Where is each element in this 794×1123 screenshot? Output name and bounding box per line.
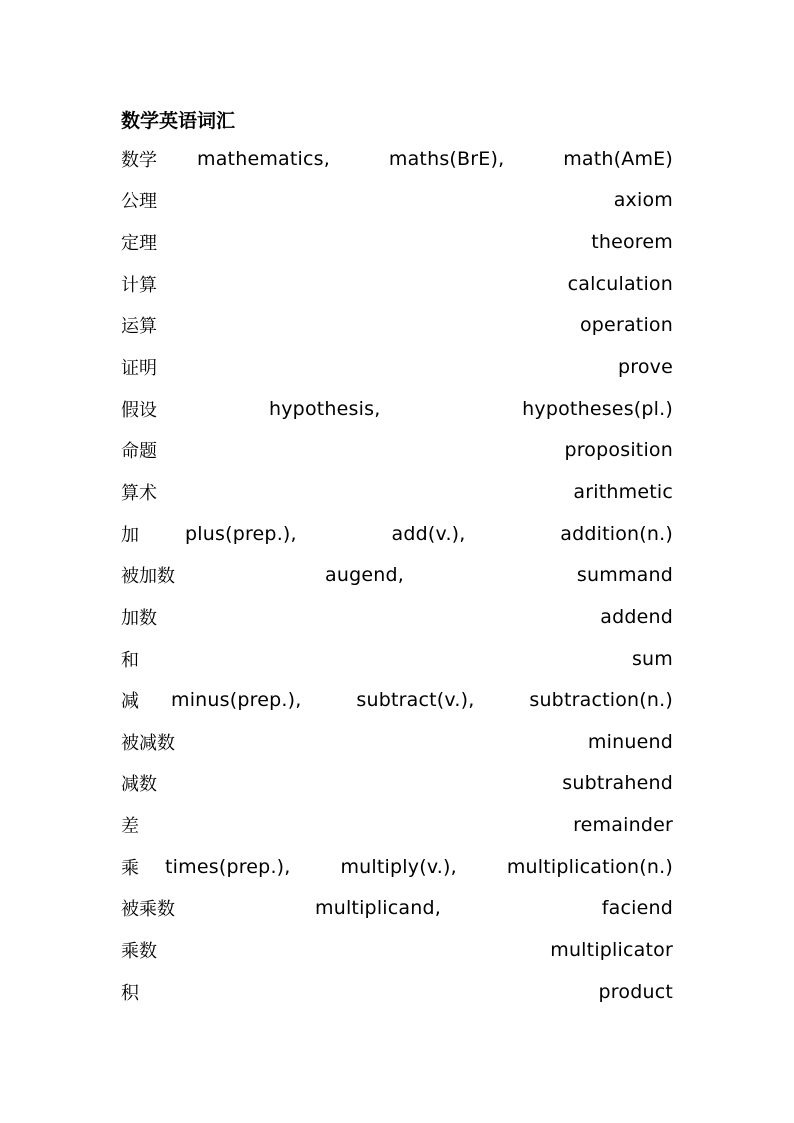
chinese-term: 运算 — [121, 316, 157, 338]
vocab-row — [121, 888, 673, 930]
chinese-term: 和 — [121, 649, 139, 671]
english-term: mathematics, — [197, 147, 330, 170]
english-terms — [175, 564, 673, 586]
english-term: subtract(v.), — [356, 689, 475, 712]
english-terms — [157, 148, 673, 170]
english-term: plus(prep.), — [185, 522, 297, 545]
chinese-term: 被加数 — [121, 566, 175, 588]
chinese-term: 数学 — [121, 149, 157, 171]
english-term: proposition — [564, 439, 673, 462]
chinese-term: 被乘数 — [121, 899, 175, 921]
english-term: sum — [631, 647, 673, 670]
chinese-term: 加 — [121, 524, 139, 546]
english-term: hypothesis, — [269, 397, 381, 420]
vocab-row — [121, 471, 673, 513]
chinese-term: 命题 — [121, 441, 157, 463]
english-term: calculation — [567, 272, 673, 295]
english-term: prove — [617, 356, 673, 379]
english-term: augend, — [325, 564, 404, 587]
chinese-term: 减数 — [121, 774, 157, 796]
english-terms — [157, 481, 673, 503]
vocab-row — [121, 846, 673, 888]
english-terms — [157, 231, 673, 253]
vocab-row — [121, 513, 673, 555]
english-terms — [175, 731, 673, 753]
english-term: operation — [579, 314, 673, 337]
english-terms — [139, 648, 673, 670]
english-terms — [157, 606, 673, 628]
vocab-row — [121, 721, 673, 763]
chinese-term: 算术 — [121, 482, 157, 504]
vocab-row — [121, 346, 673, 388]
english-term: hypotheses(pl.) — [522, 397, 673, 420]
english-term: multiplication(n.) — [506, 855, 673, 878]
vocab-row — [121, 763, 673, 805]
english-terms — [157, 314, 673, 336]
chinese-term: 被减数 — [121, 732, 175, 754]
english-terms — [157, 439, 673, 461]
english-terms — [139, 856, 673, 878]
english-term: minus(prep.), — [171, 689, 302, 712]
vocab-row — [121, 138, 673, 180]
english-term: faciend — [601, 897, 673, 920]
chinese-term: 减 — [121, 691, 139, 713]
vocabulary-list — [121, 138, 673, 1012]
english-term: multiplicator — [550, 938, 673, 961]
english-terms — [157, 356, 673, 378]
vocab-row — [121, 263, 673, 305]
vocab-row — [121, 596, 673, 638]
vocab-row — [121, 929, 673, 971]
english-term: maths(BrE), — [388, 147, 505, 170]
english-terms — [139, 523, 673, 545]
english-terms — [157, 273, 673, 295]
english-term: subtrahend — [562, 772, 673, 795]
english-term: addition(n.) — [560, 522, 673, 545]
english-term: add(v.), — [391, 522, 466, 545]
english-terms — [175, 897, 673, 919]
english-terms — [157, 772, 673, 794]
english-terms — [139, 689, 673, 711]
vocab-row — [121, 971, 673, 1013]
vocab-row — [121, 429, 673, 471]
chinese-term: 乘 — [121, 857, 139, 879]
english-term: axiom — [613, 189, 673, 212]
chinese-term: 计算 — [121, 274, 157, 296]
english-terms — [139, 981, 673, 1003]
english-term: summand — [576, 564, 673, 587]
english-terms — [157, 189, 673, 211]
english-term: remainder — [573, 814, 673, 837]
vocab-row — [121, 221, 673, 263]
english-terms — [157, 939, 673, 961]
chinese-term: 定理 — [121, 233, 157, 255]
english-term: subtraction(n.) — [529, 689, 673, 712]
vocab-row — [121, 305, 673, 347]
english-term: multiplicand, — [315, 897, 442, 920]
vocab-row — [121, 180, 673, 222]
vocab-row — [121, 804, 673, 846]
english-term: product — [598, 980, 673, 1003]
chinese-term: 假设 — [121, 399, 157, 421]
vocab-row — [121, 679, 673, 721]
chinese-term: 证明 — [121, 358, 157, 380]
vocab-row — [121, 388, 673, 430]
vocab-row — [121, 554, 673, 596]
english-terms — [157, 398, 673, 420]
english-term: times(prep.), — [165, 855, 291, 878]
chinese-term: 差 — [121, 816, 139, 838]
english-term: addend — [600, 605, 673, 628]
page-title: 数学英语词汇 — [121, 110, 236, 132]
english-term: minuend — [587, 730, 673, 753]
english-term: theorem — [591, 231, 673, 254]
vocab-row — [121, 638, 673, 680]
chinese-term: 公理 — [121, 191, 157, 213]
english-term: arithmetic — [573, 480, 673, 503]
chinese-term: 加数 — [121, 607, 157, 629]
english-term: multiply(v.), — [340, 855, 457, 878]
chinese-term: 积 — [121, 982, 139, 1004]
english-term: math(AmE) — [563, 147, 673, 170]
chinese-term: 乘数 — [121, 940, 157, 962]
english-terms — [139, 814, 673, 836]
